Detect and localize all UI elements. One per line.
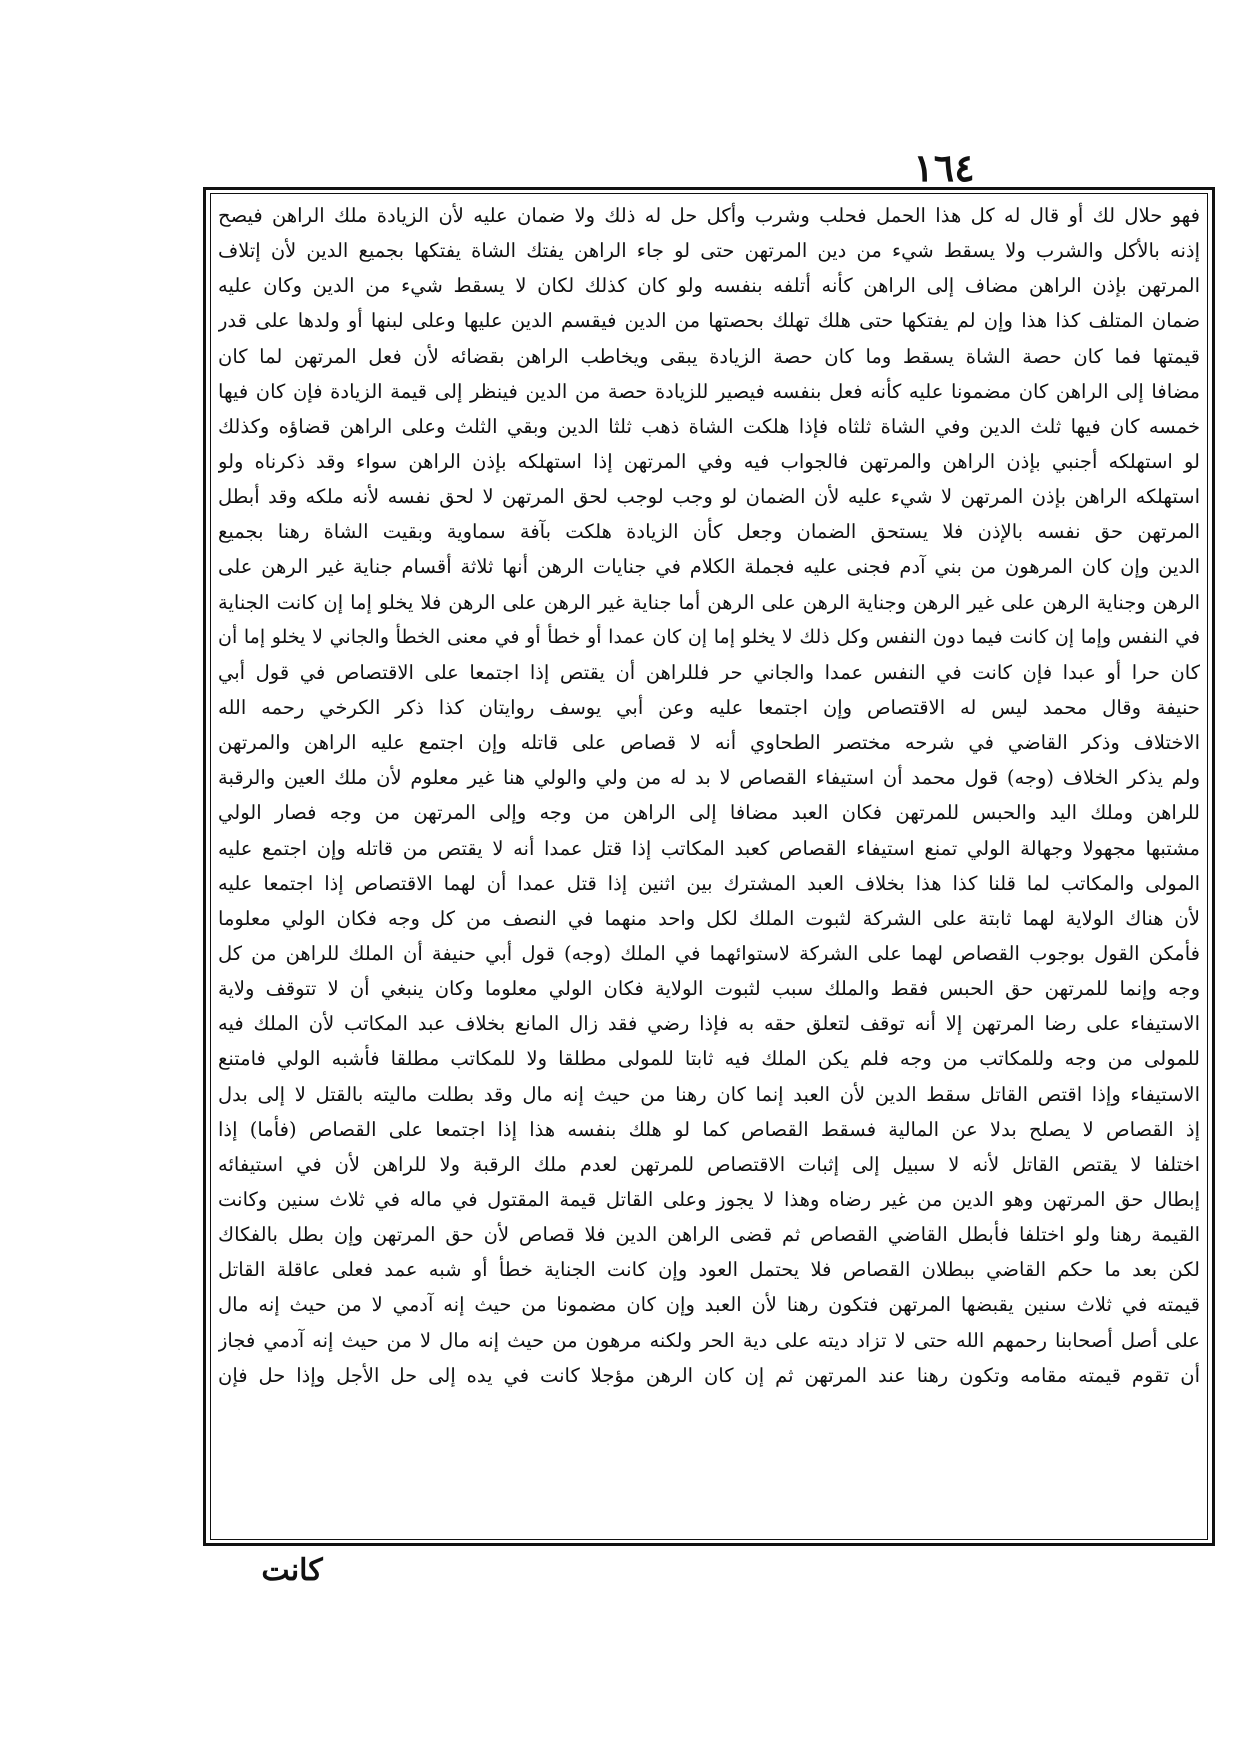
text-line: ضمان المتلف كذا هذا وإن لم يفتكها حتى هلك تهلك بحصتها من الدين فيقسم الدين عليها وعلى لبنها أو ولدها على قدر (218, 309, 1200, 333)
text-line: مشتبها مجهولا وجهالة الولي تمنع استيفاء القصاص كعبد المكاتب إذا قتل عمدا أنه لا يقتص من قاتله وإن اجتمع عليه (218, 836, 1200, 860)
text-line: المولى والمكاتب لما قلنا كذا هذا بخلاف العبد المشترك بين اثنين إذا قتل عمدا أن لهما الاقتصاص إذا اجتمعا عليه (218, 871, 1200, 895)
text-line: على أصل أصحابنا رحمهم الله حتى لا تزاد ديته على دية الحر ولكنه مرهون من حيث إنه مال لا من حيث إنه آدمي فجاز (218, 1328, 1200, 1352)
text-line: إبطال حق المرتهن وهو الدين من غير رضاه وهذا لا يجوز وعلى القاتل قيمة المقتول في ماله في ثلاث سنين وكانت (218, 1187, 1200, 1211)
text-line: أن تقوم قيمته مقامه وتكون رهنا عند المرتهن ثم إن كان الرهن مؤجلا كانت في يده إلى حل الأجل وإذا حل فإن (218, 1363, 1200, 1387)
text-line: الاستيفاء على رضا المرتهن إلا أنه توقف لتعلق حقه به فإذا رضي فقد زال المانع بخلاف عبد المكاتب لأن الملك فيه (218, 1012, 1200, 1036)
text-line: لأن هناك الولاية لهما ثابتة على الشركة لثبوت الملك لكل واحد منهما في النصف من كل وجه فكان الولي معلوما (218, 906, 1200, 930)
text-line: للمولى من وجه وللمكاتب من وجه فلم يكن الملك فيه ثابتا للمولى مطلقا ولا للمكاتب مطلقا فأشبه الولي فامتنع (218, 1047, 1200, 1071)
text-line: فهو حلال لك أو قال له كل هذا الحمل فحلب وشرب وأكل حل له ذلك ولا ضمان عليه لأن الزيادة ملك الراهن فيصح (218, 204, 1200, 227)
text-line: اختلفا لا يقتص القاتل لأنه لا سبيل إلى إثبات الاقتصاص للمرتهن لعدم ملك الرقبة ولا للراهن لأن في استيفائه (218, 1152, 1200, 1176)
text-line: المرتهن حق نفسه بالإذن فلا يستحق الضمان وجعل كأن الزيادة هلكت بآفة سماوية وبقيت الشاة رهنا بجميع (218, 520, 1200, 544)
text-line: للراهن وملك اليد والحبس للمرتهن فكان العبد مضافا إلى الراهن من وجه وإلى المرتهن من وجه فصار الولي (218, 801, 1200, 825)
text-line: كان حرا أو عبدا فإن كانت في النفس عمدا والجاني حر فللراهن أن يقتص إذا اجتمعا على الاقتصاص في قول أبي (218, 660, 1200, 684)
text-line: مضافا إلى الراهن كان مضمونا عليه كأنه فعل بنفسه فيصير للزيادة حصة من الدين فينظر إلى قيمة الزيادة فإن كان فيها (218, 379, 1200, 403)
text-line: الدين وإن كان المرهون من بني آدم فجنى عليه فجملة الكلام في جنايات الرهن أنها ثلاثة أقسام جناية غير الرهن على (218, 555, 1200, 579)
text-line: الاختلاف وذكر القاضي في شرحه مختصر الطحاوي أنه لا قصاص على قاتله وإن اجتمع عليه الراهن والمرتهن (218, 731, 1200, 755)
text-body (218, 198, 1200, 1534)
text-line: المرتهن بإذن الراهن مضاف إلى الراهن كأنه أتلفه بنفسه ولو كان كذلك لكان لا يسقط شيء من الدين وكان عليه (218, 274, 1200, 298)
text-line: قيمتها فما كان حصة الشاة يسقط وما كان حصة الزيادة يبقى ويخاطب الراهن بقضائه لأن فعل المرتهن لما كان (218, 344, 1200, 368)
text-line: وجه وإنما للمرتهن حق الحبس فقط والملك سبب لثبوت الولاية فكان الولي معلوما وكان ينبغي أن لا تتوقف ولاية (218, 977, 1200, 1001)
text-line: لكن بعد ما حكم القاضي ببطلان القصاص فلا يحتمل العود وإن كانت الجناية خطأ أو شبه عمد فعلى عاقلة القاتل (218, 1258, 1200, 1282)
text-line: القيمة رهنا ولو اختلفا فأبطل القاضي القصاص ثم قضى الراهن الدين فلا قصاص لأن حق المرتهن وإن بطل بالفكاك (218, 1223, 1200, 1247)
text-line: في النفس وإما إن كانت فيما دون النفس وكل ذلك لا يخلو إما إن كان عمدا أو خطأ أو في معنى الخطأ والجاني لا يخلو إما أن (218, 625, 1200, 648)
text-line: فأمكن القول بوجوب القصاص لهما على الشركة لاستوائهما في الملك (وجه) قول أبي حنيفة أن الملك للراهن من كل (218, 941, 1200, 965)
text-line: إذ القصاص لا يصلح بدلا عن المالية فسقط القصاص كما لو هلك بنفسه هذا إذا اجتمعا على القصاص (فأما) إذا (218, 1117, 1200, 1141)
text-line: الرهن وجناية الرهن على غير الرهن وجناية الرهن على الرهن أما جناية غير الرهن على الرهن فلا يخلو إما إن كانت الجناية (218, 590, 1200, 614)
text-line: لو استهلكه أجنبي بإذن الراهن والمرتهن فالجواب فيه وفي المرتهن إذا استهلكه بإذن الراهن سواء وقد ذكرناه ولو (218, 449, 1200, 473)
text-line: استهلكه الراهن بإذن المرتهن لا شيء عليه لأن الضمان لو وجب لوجب لحق المرتهن لا لحق نفسه لأنه ملكه وقد أبطل (218, 485, 1200, 509)
catchword: كانت (261, 1553, 323, 1588)
text-line: خمسه كان فيها ثلث الدين وفي الشاة ثلثاه فإذا هلكت الشاة ذهب ثلثا الدين وبقي الثلث وعلى الراهن قضاؤه وكذلك (218, 414, 1200, 438)
text-line: ولم يذكر الخلاف (وجه) قول محمد أن استيفاء القصاص لا بد له من ولي والولي هنا غير معلوم لأن ملك العين والرقبة (218, 766, 1200, 790)
page-number: ١٦٤ (913, 145, 975, 190)
text-line: قيمته في ثلاث سنين يقبضها المرتهن فتكون رهنا لأن العبد وإن كان مضمونا من حيث إنه آدمي لا من حيث إنه مال (218, 1293, 1200, 1317)
text-line: إذنه بالأكل والشرب ولا يسقط شيء من دين المرتهن حتى لو جاء الراهن يفتك الشاة يفتكها بجميع الدين لأن إتلاف (218, 239, 1200, 263)
text-line: الاستيفاء وإذا اقتص القاتل سقط الدين لأن العبد إنما كان رهنا من حيث إنه مال وقد بطلت ماليته بالقتل لا إلى بدل (218, 1082, 1200, 1106)
text-line: حنيفة وقال محمد ليس له الاقتصاص وإن اجتمعا عليه وعن أبي يوسف روايتان كذا ذكر الكرخي رحمه الله (218, 695, 1200, 719)
